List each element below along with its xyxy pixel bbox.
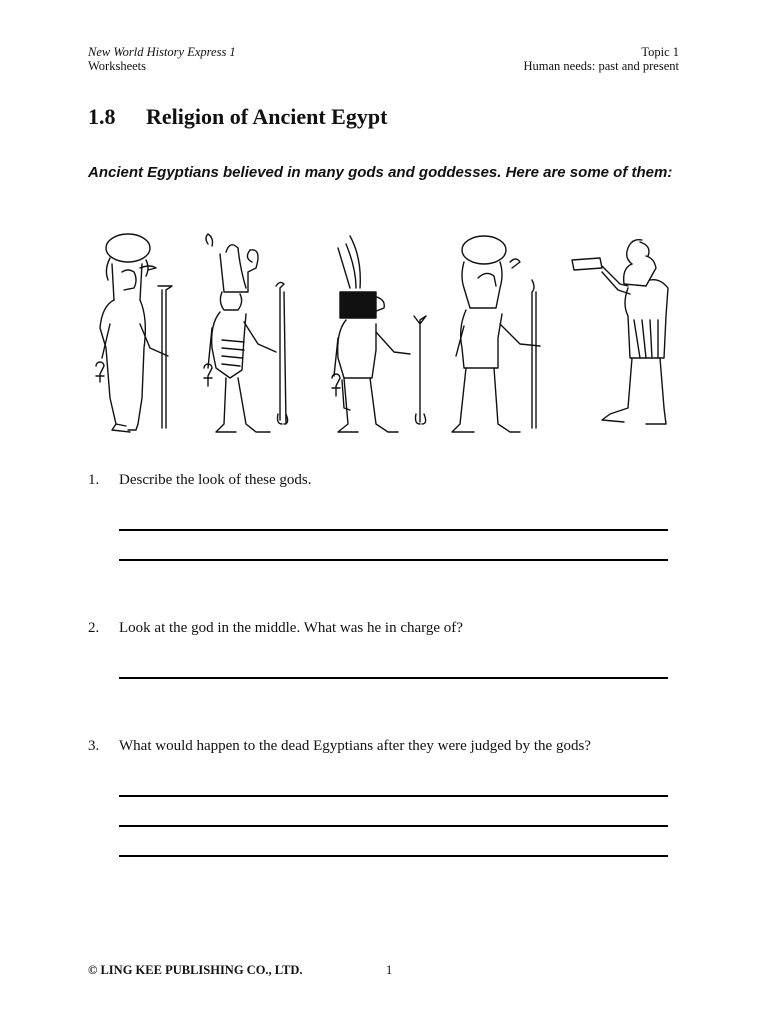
question-2-text: Look at the god in the middle. What was he in charge of? bbox=[119, 620, 463, 636]
title-text: Religion of Ancient Egypt bbox=[146, 104, 388, 129]
copyright-text: © LING KEE PUBLISHING CO., LTD. bbox=[88, 963, 303, 977]
god-falcon-sun-disc-figure bbox=[452, 236, 540, 432]
answer-line[interactable] bbox=[119, 795, 668, 797]
book-title: New World History Express 1 bbox=[88, 45, 236, 59]
god-double-crown-figure bbox=[204, 234, 288, 432]
page-title bbox=[88, 104, 387, 130]
question-3-number: 3. bbox=[88, 738, 100, 754]
question-3-text: What would happen to the dead Egyptians after they were judged by the gods? bbox=[119, 738, 591, 754]
goddess-sun-disc-figure bbox=[96, 234, 172, 432]
answer-line[interactable] bbox=[119, 529, 668, 531]
god-ibis-head-figure bbox=[572, 240, 668, 424]
egyptian-gods-illustration bbox=[80, 228, 688, 438]
question-1 bbox=[88, 471, 311, 489]
title-number: 1.8 bbox=[88, 104, 116, 129]
answer-line[interactable] bbox=[119, 825, 668, 827]
topic-title: Human needs: past and present bbox=[523, 59, 679, 73]
question-3 bbox=[88, 737, 591, 755]
answer-line[interactable] bbox=[119, 559, 668, 561]
page-number: 1 bbox=[386, 963, 393, 977]
header-left bbox=[88, 45, 236, 73]
answer-line[interactable] bbox=[119, 855, 668, 857]
question-2 bbox=[88, 619, 463, 637]
question-1-text: Describe the look of these gods. bbox=[119, 472, 312, 488]
header-right bbox=[523, 45, 679, 73]
question-1-number: 1. bbox=[88, 472, 100, 488]
god-jackal-head-figure bbox=[332, 236, 426, 432]
section-label: Worksheets bbox=[88, 59, 147, 73]
intro-text: Ancient Egyptians believed in many gods and goddesses. Here are some of them: bbox=[88, 164, 673, 181]
question-2-number: 2. bbox=[88, 620, 100, 636]
answer-line[interactable] bbox=[119, 677, 668, 679]
topic-number: Topic 1 bbox=[641, 45, 679, 59]
